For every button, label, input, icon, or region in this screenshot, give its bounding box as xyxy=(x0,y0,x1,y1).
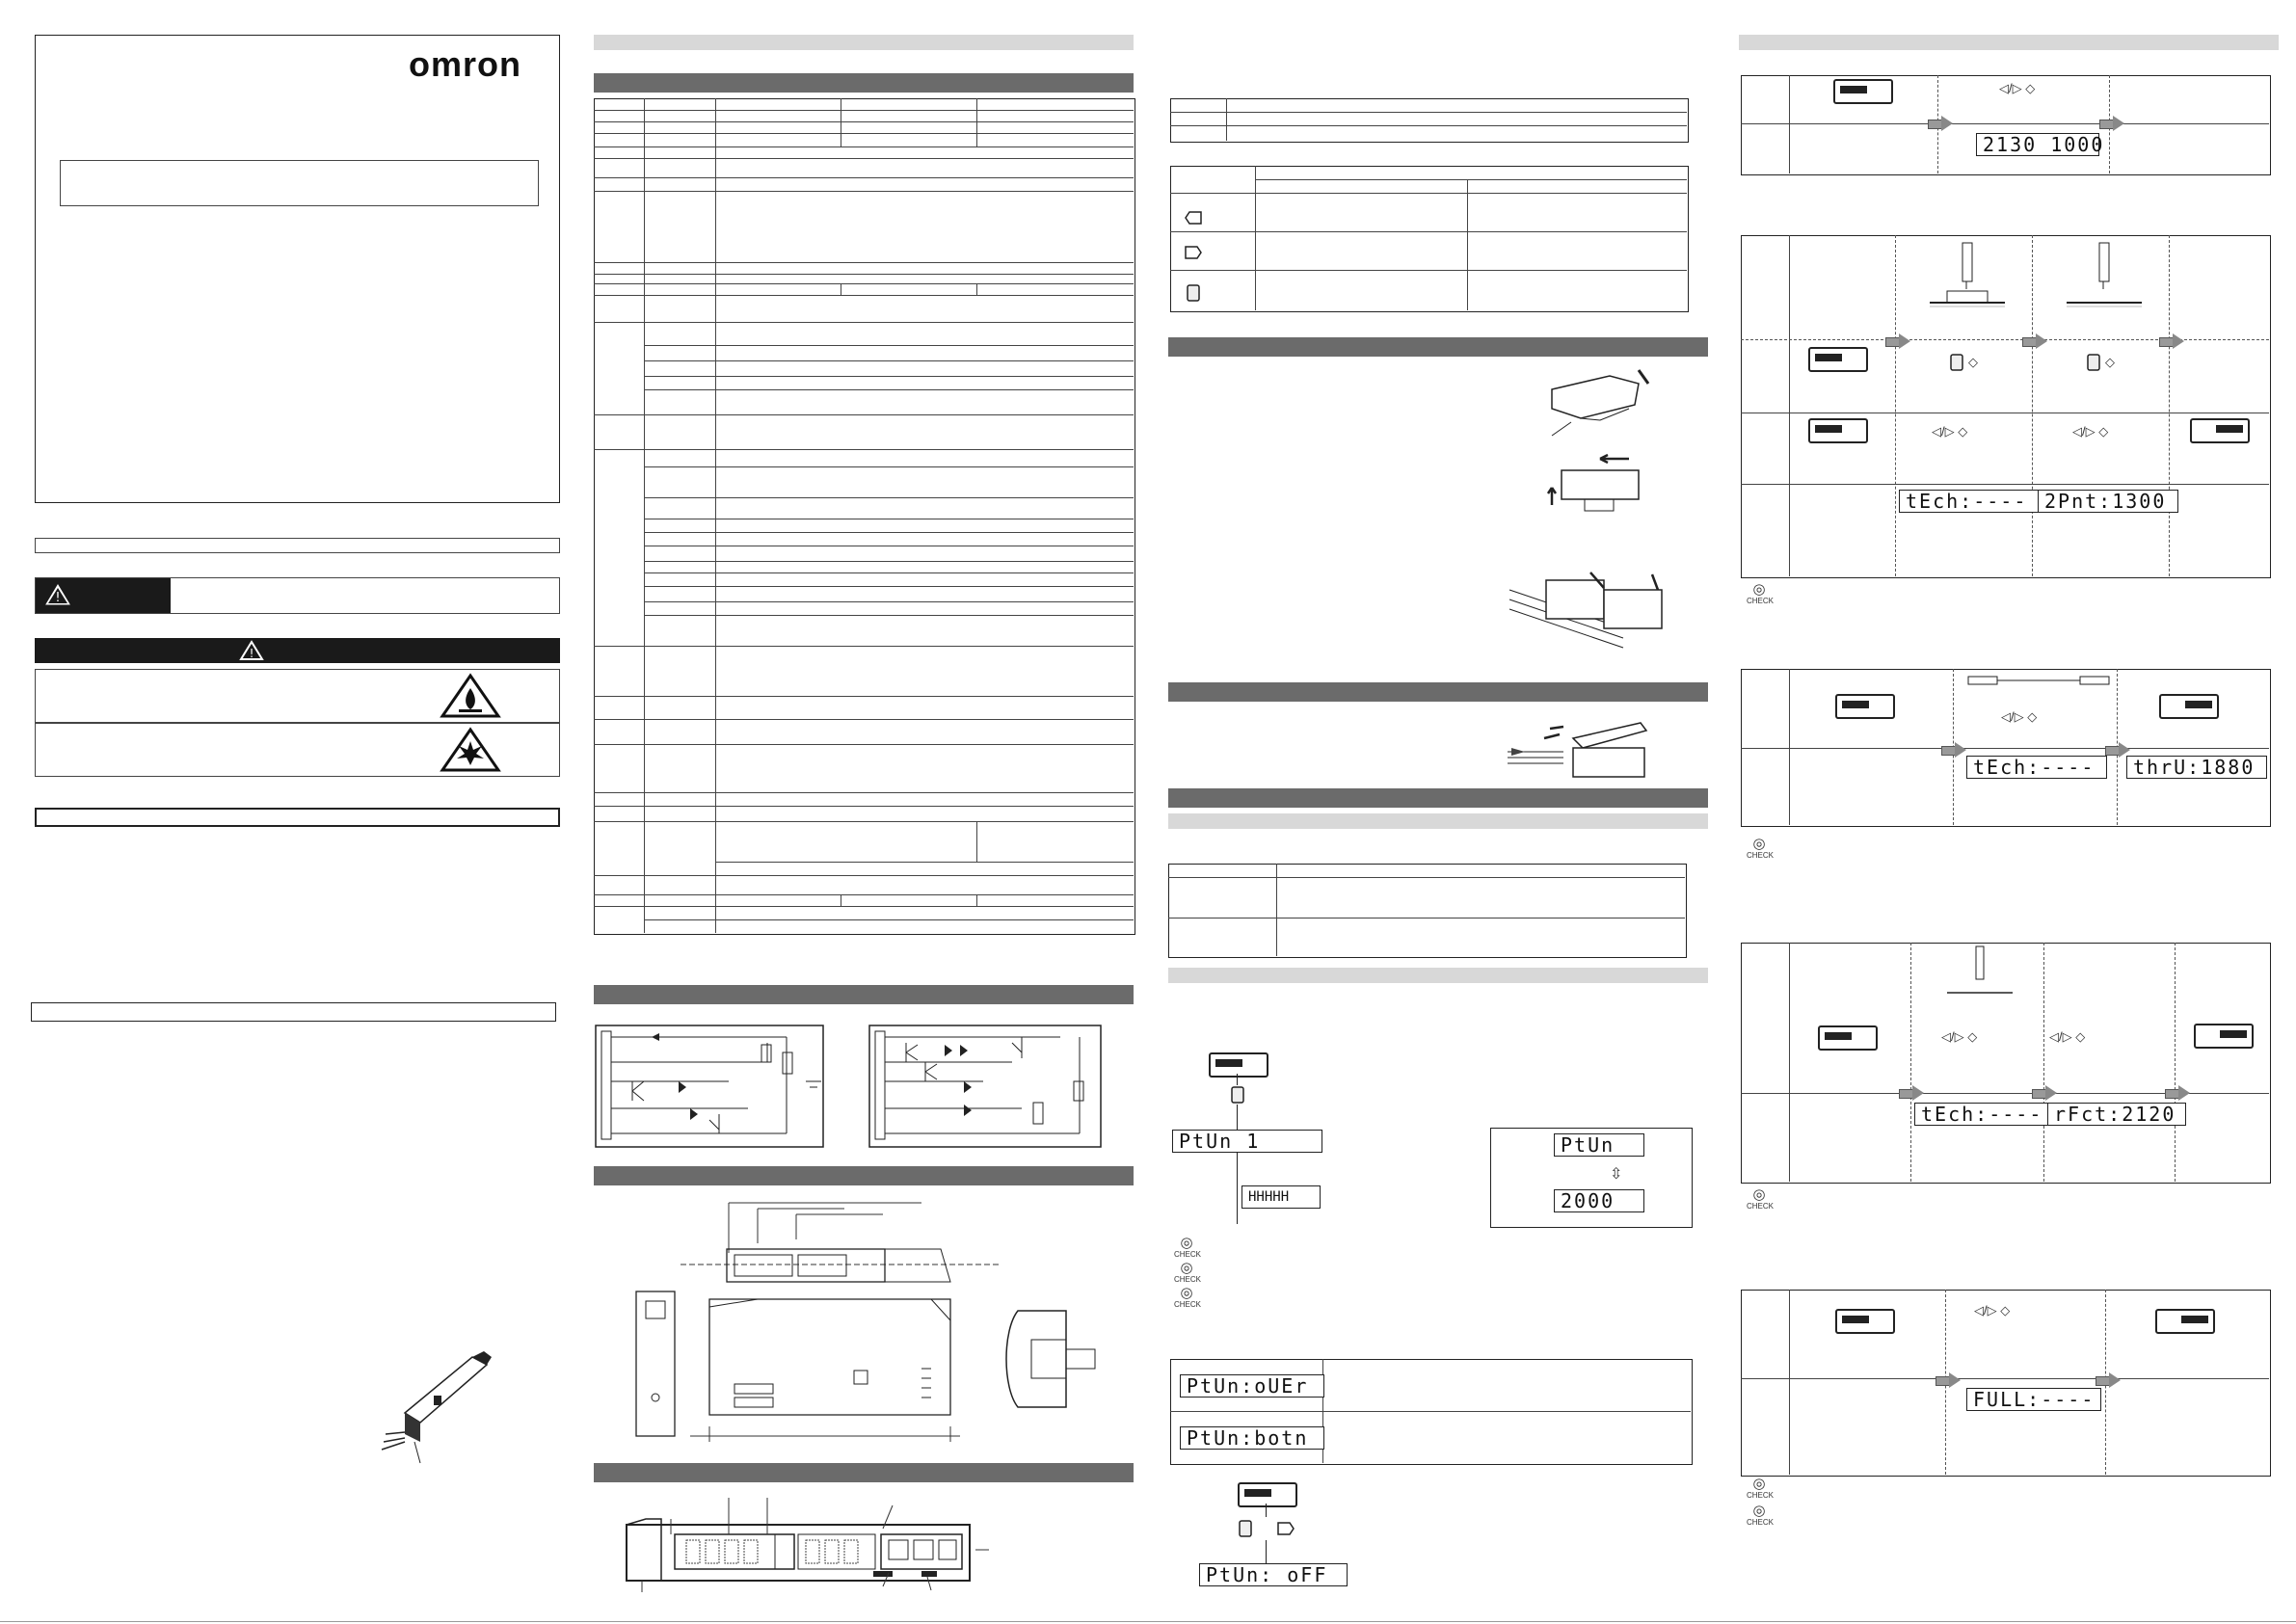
connecting-illustration xyxy=(1506,709,1660,783)
sensor-illustration xyxy=(357,1345,501,1473)
flow-arrow xyxy=(1936,1372,1961,1388)
mode-switch-key[interactable] xyxy=(1209,1052,1268,1078)
diamond-icon: ◇ xyxy=(2105,355,2115,369)
col4-top-bar xyxy=(1739,35,2279,50)
sensor-head-no-workpiece-icon xyxy=(2061,241,2148,314)
subsection-header-setting-2 xyxy=(1168,968,1708,983)
left-right-key-icon: ◁/▷ ◇ xyxy=(2049,1029,2086,1044)
section-header-part-names xyxy=(594,1463,1134,1482)
section-header-circuit xyxy=(594,985,1134,1004)
display-d2-b: 2Pnt:1300 xyxy=(2038,490,2178,513)
mode-switch-key[interactable] xyxy=(2190,418,2250,443)
mode-switch-key[interactable] xyxy=(1808,418,1868,443)
diamond-icon: ◇ xyxy=(1968,355,1978,369)
section-header-precautions xyxy=(35,808,560,827)
flow-arrow xyxy=(2096,1372,2121,1388)
left-right-key-icon: ◁/▷ ◇ xyxy=(2072,424,2109,439)
mode-switch-key[interactable] xyxy=(2159,694,2219,719)
display-d3-a: tEch:---- xyxy=(1966,756,2107,779)
mode-key-icon xyxy=(1238,1519,1253,1538)
pt-over-display: PtUn:oUEr xyxy=(1180,1374,1324,1398)
mode-switch-key[interactable] xyxy=(1238,1482,1297,1507)
display-d4-a: tEch:---- xyxy=(1914,1103,2053,1126)
mode-key-icon xyxy=(2086,353,2101,372)
display-d5-a: FULL:---- xyxy=(1966,1388,2101,1411)
pt-display-1: PtUn 1 xyxy=(1172,1130,1322,1153)
warning-header xyxy=(35,638,560,663)
left-right-key-icon: ◁/▷ ◇ xyxy=(1974,1303,2011,1318)
indicator-table xyxy=(1170,98,1689,143)
pt-off-display: PtUn: oFF xyxy=(1199,1563,1348,1586)
fire-hazard-icon xyxy=(440,673,501,719)
mode-switch-key[interactable] xyxy=(2155,1309,2215,1334)
mounting-illustration-2 xyxy=(1542,445,1658,522)
explosion-hazard-icon xyxy=(440,727,501,773)
mode-key-icon xyxy=(1949,353,1964,372)
left-right-key-icon: ◁/▷ ◇ xyxy=(1941,1029,1978,1044)
flow-line-5 xyxy=(1266,1540,1267,1563)
svg-text:!: ! xyxy=(249,647,254,660)
omron-logo: omron xyxy=(409,44,521,84)
warning-triangle-icon xyxy=(239,640,264,661)
mode-key-icon xyxy=(1230,1085,1245,1105)
svg-text:!: ! xyxy=(55,591,61,605)
section-header-specifications xyxy=(594,73,1134,93)
section-header-mounting xyxy=(1168,337,1708,357)
mode-switch-key[interactable] xyxy=(1835,694,1895,719)
flow-arrow xyxy=(1899,1085,1924,1101)
key-operation-table xyxy=(1170,166,1689,312)
section-header-connecting xyxy=(1168,682,1708,702)
mode-switch-key[interactable] xyxy=(1833,79,1893,104)
page-bottom-rule xyxy=(0,1621,2296,1622)
check-icon: ◎ CHECK xyxy=(1747,1477,1772,1500)
left-key-icon xyxy=(1184,210,1203,226)
thru-beam-icon xyxy=(1966,671,2111,690)
display-d3-b: thrU:1880 xyxy=(2126,756,2267,779)
flow-line-4 xyxy=(1266,1504,1267,1517)
check-icon: ◎ CHECK xyxy=(1174,1261,1199,1284)
display-d4-b: rFct:2120 xyxy=(2047,1103,2186,1126)
check-icon: ◎ CHECK xyxy=(1747,837,1772,860)
check-icon: ◎ CHECK xyxy=(1174,1286,1199,1309)
mode-switch-key[interactable] xyxy=(2194,1024,2254,1049)
right-key-icon xyxy=(1276,1521,1295,1536)
mode-key-icon xyxy=(1186,283,1201,303)
pt-display-3: 2000 xyxy=(1554,1189,1644,1212)
display-d1: 2130 1000 xyxy=(1976,133,2099,156)
section-header-disposal xyxy=(31,1002,556,1022)
check-icon: ◎ CHECK xyxy=(1174,1236,1199,1259)
flow-arrow xyxy=(1885,333,1910,349)
reflective-sensor-icon xyxy=(1941,945,2018,1002)
left-right-key-icon: ◁/▷ ◇ xyxy=(1999,81,2036,95)
col2-top-bar xyxy=(594,35,1134,50)
section-header-setting xyxy=(1168,788,1708,808)
pt-bar-display: HHHHH xyxy=(1241,1185,1321,1209)
sensor-head-workpiece-icon xyxy=(1924,241,2011,314)
flow-line-2 xyxy=(1237,1105,1238,1130)
subsection-header-setting-1 xyxy=(1168,813,1708,829)
flow-arrow xyxy=(2022,333,2047,349)
check-icon: ◎ CHECK xyxy=(1747,1187,1772,1211)
flow-arrow xyxy=(2032,1085,2057,1101)
right-key-icon xyxy=(1184,245,1203,260)
flow-arrow xyxy=(1941,742,1966,758)
section-header-dimensions xyxy=(594,1166,1134,1185)
check-icon: ◎ CHECK xyxy=(1747,582,1772,605)
circuit-diagram-npn xyxy=(594,1024,825,1149)
flow-line-3 xyxy=(1237,1153,1238,1224)
circuit-diagram-pnp xyxy=(868,1024,1103,1149)
intro-notice-box xyxy=(60,160,539,206)
up-down-arrow-icon: ⇳ xyxy=(1610,1166,1623,1183)
display-d2-a: tEch:---- xyxy=(1899,490,2040,513)
check-icon: ◎ CHECK xyxy=(1747,1504,1772,1527)
left-right-key-icon: ◁/▷ ◇ xyxy=(2001,709,2038,724)
mounting-illustration-3 xyxy=(1508,561,1671,657)
section-header-safety xyxy=(35,538,560,553)
mode-switch-key[interactable] xyxy=(1808,347,1868,372)
flow-arrow xyxy=(2099,116,2124,131)
pt-both-display: PtUn:botn xyxy=(1180,1426,1324,1450)
mode-switch-key[interactable] xyxy=(1835,1309,1895,1334)
flow-arrow xyxy=(2159,333,2184,349)
part-names-drawing xyxy=(603,1490,1008,1598)
flow-arrow xyxy=(2165,1085,2190,1101)
mounting-illustration-1 xyxy=(1542,360,1658,438)
mode-switch-key[interactable] xyxy=(1818,1025,1878,1051)
caution-triangle-icon xyxy=(44,583,71,606)
flow-arrow xyxy=(1928,116,1953,131)
left-right-key-icon: ◁/▷ ◇ xyxy=(1932,424,1968,439)
dimensions-drawing xyxy=(613,1195,1134,1455)
spec-table xyxy=(594,98,1135,935)
flow-line-1 xyxy=(1237,1074,1238,1085)
pt-display-2: PtUn xyxy=(1554,1133,1644,1157)
intro-box xyxy=(35,35,560,503)
